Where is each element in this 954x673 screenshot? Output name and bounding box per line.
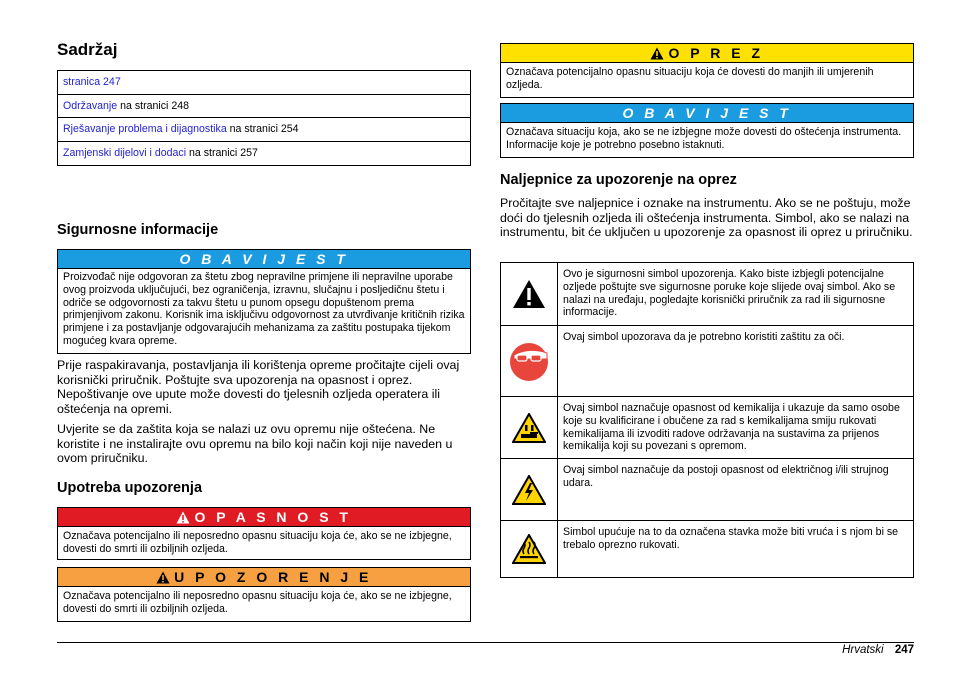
hazards-title: Upotreba upozorenja	[57, 480, 203, 496]
safety-paragraph-2: Uvjerite se da zaštita koja se nalazi uz ovu opremu nije oštećena. Ne koristite i ne instalirajte ovu opremu na bilo koji način koji nije naveden u ovom priručniku.	[57, 422, 453, 466]
notice-body: Označava situaciju koja, ako se ne izbjegne može dovesti do oštećenja instrumenta. Informacije koje je potrebno posebno istaknuti.	[506, 126, 902, 151]
footer-language: Hrvatski	[842, 644, 884, 656]
notice-body: Proizvođač nije odgovoran za štetu zbog nepravilne primjene ili nepravilne uporabe ovog proizvoda uključujući, bez ograničenja, izravnu, slučajnu i posljedičnu štetu i odriče se odgovornosti za takvu štetu u punom opsegu dopuštenom prema primjenjivom zakonu. Korisnik ima isključivu odgovornost za utvrđivanje kritičnih rizika primjene i za postavljanje odgovarajućih mehanizama za zaštitu postupaka tijekom mogućeg kvara opreme.	[63, 271, 465, 347]
symbol-description: Simbol upućuje na to da označena stavka može biti vruća i s njom bi se trebalo oprezno rukovati.	[563, 526, 899, 551]
danger-box	[57, 507, 471, 560]
safety-title: Sigurnosne informacije	[57, 222, 219, 238]
symbol-row	[501, 263, 913, 326]
toc-row	[58, 142, 470, 166]
general-warning-icon	[512, 279, 546, 309]
warning-header	[58, 568, 470, 587]
symbol-cell	[501, 326, 558, 396]
symbol-description: Ovo je sigurnosni simbol upozorenja. Kako biste izbjegli potencijalne ozljede poštujte sve sigurnosne poruke koje slijede ovaj simbol. Ako se nalazi na uređaju, pogledajte korisnički priručnik za rad ili sigurnosne informacije.	[563, 268, 896, 319]
symbol-row	[501, 397, 913, 459]
symbol-description: Ovaj simbol naznačuje opasnost od kemikalija i ukazuje da samo osobe koje su kvalificirane i obučene za rad s kemikalijama smiju rukovati kemikalijama ili izvoditi radove održavanja na sustavima za prijenos kemikalija koji su povezani s opremom.	[563, 402, 900, 453]
caution-body: Označava potencijalno opasnu situaciju koja će dovesti do manjih ili umjerenih ozljeda.	[506, 66, 874, 91]
toc-page-text: na stranici 248	[117, 99, 190, 112]
warning-triangle-icon	[176, 511, 190, 524]
danger-body: Označava potencijalno ili neposredno opasnu situaciju koja će, ako se ne izbjegne, dovesti do smrti ili ozbiljnih ozljeda.	[63, 530, 452, 555]
notice-header: O B A V I J E S T	[58, 250, 470, 269]
footer	[842, 644, 914, 656]
contents-table	[57, 70, 471, 166]
symbol-description: Ovaj simbol upozorava da je potrebno koristiti zaštitu za oči.	[563, 331, 845, 343]
symbol-cell	[501, 521, 558, 577]
symbol-cell	[501, 459, 558, 520]
electrical-hazard-icon	[512, 475, 546, 505]
toc-link[interactable]: Rješavanje problema i dijagnostika	[63, 123, 227, 136]
toc-page-text: na stranici 254	[226, 123, 299, 136]
symbols-table	[500, 262, 914, 578]
hot-surface-icon	[512, 534, 546, 564]
toc-link[interactable]: Održavanje	[63, 99, 118, 112]
labels-title: Naljepnice za upozorenje na oprez	[500, 172, 737, 188]
danger-label: O P A S N O S T	[194, 509, 352, 525]
toc-link[interactable]: Zamjenski dijelovi i dodaci	[63, 147, 187, 160]
symbol-cell	[501, 397, 558, 458]
chemical-hazard-icon	[512, 413, 546, 443]
symbol-cell	[501, 263, 558, 325]
toc-page-text: na stranici 257	[186, 147, 258, 160]
symbol-row	[501, 521, 913, 577]
warning-box	[57, 567, 471, 622]
caution-header	[501, 44, 913, 63]
symbol-row	[501, 459, 913, 521]
toc-row	[58, 71, 470, 95]
toc-link[interactable]: stranica 247	[63, 76, 121, 89]
labels-intro: Pročitajte sve naljepnice i oznake na instrumentu. Ako se ne poštuju, može doći do tjelesnih ozljeda ili oštećenja instrumenta. Simbol, ako se nalazi na instrumentu, bit će uključen u upozorenje za opasnost ili oprez u priručniku.	[500, 196, 913, 240]
toc-row	[58, 118, 470, 142]
page-number: 247	[894, 644, 914, 656]
warning-triangle-icon	[156, 571, 170, 584]
safety-paragraph-1: Prije raspakiravanja, postavljanja ili korištenja opreme pročitajte cijeli ovaj korisnički priručnik. Poštujte sva upozorenja na opasnost i oprez. Nepoštivanje ove upute može dovesti do tjelesnih ozljeda operatera ili oštećenja na opremi.	[57, 358, 460, 416]
contents-title: Sadržaj	[57, 40, 118, 59]
danger-header	[58, 508, 470, 527]
symbol-description: Ovaj simbol naznačuje da postoji opasnost od električnog i/ili strujnog udara.	[563, 464, 889, 489]
caution-box	[500, 43, 914, 98]
warning-body: Označava potencijalno ili neposredno opasnu situaciju koja će, ako se ne izbjegne, dovesti do smrti ili ozbiljnih ozljeda.	[63, 590, 452, 615]
warning-label: U P O Z O R E N J E	[174, 569, 372, 585]
warning-triangle-icon	[650, 47, 664, 60]
toc-row	[58, 95, 470, 119]
caution-label: O P R E Z	[668, 45, 764, 61]
notice-box	[500, 103, 914, 158]
safety-notice-box	[57, 249, 471, 354]
symbol-row	[501, 326, 913, 397]
footer-divider	[57, 642, 914, 643]
notice-header: O B A V I J E S T	[501, 104, 913, 123]
eye-protection-icon	[507, 339, 551, 383]
